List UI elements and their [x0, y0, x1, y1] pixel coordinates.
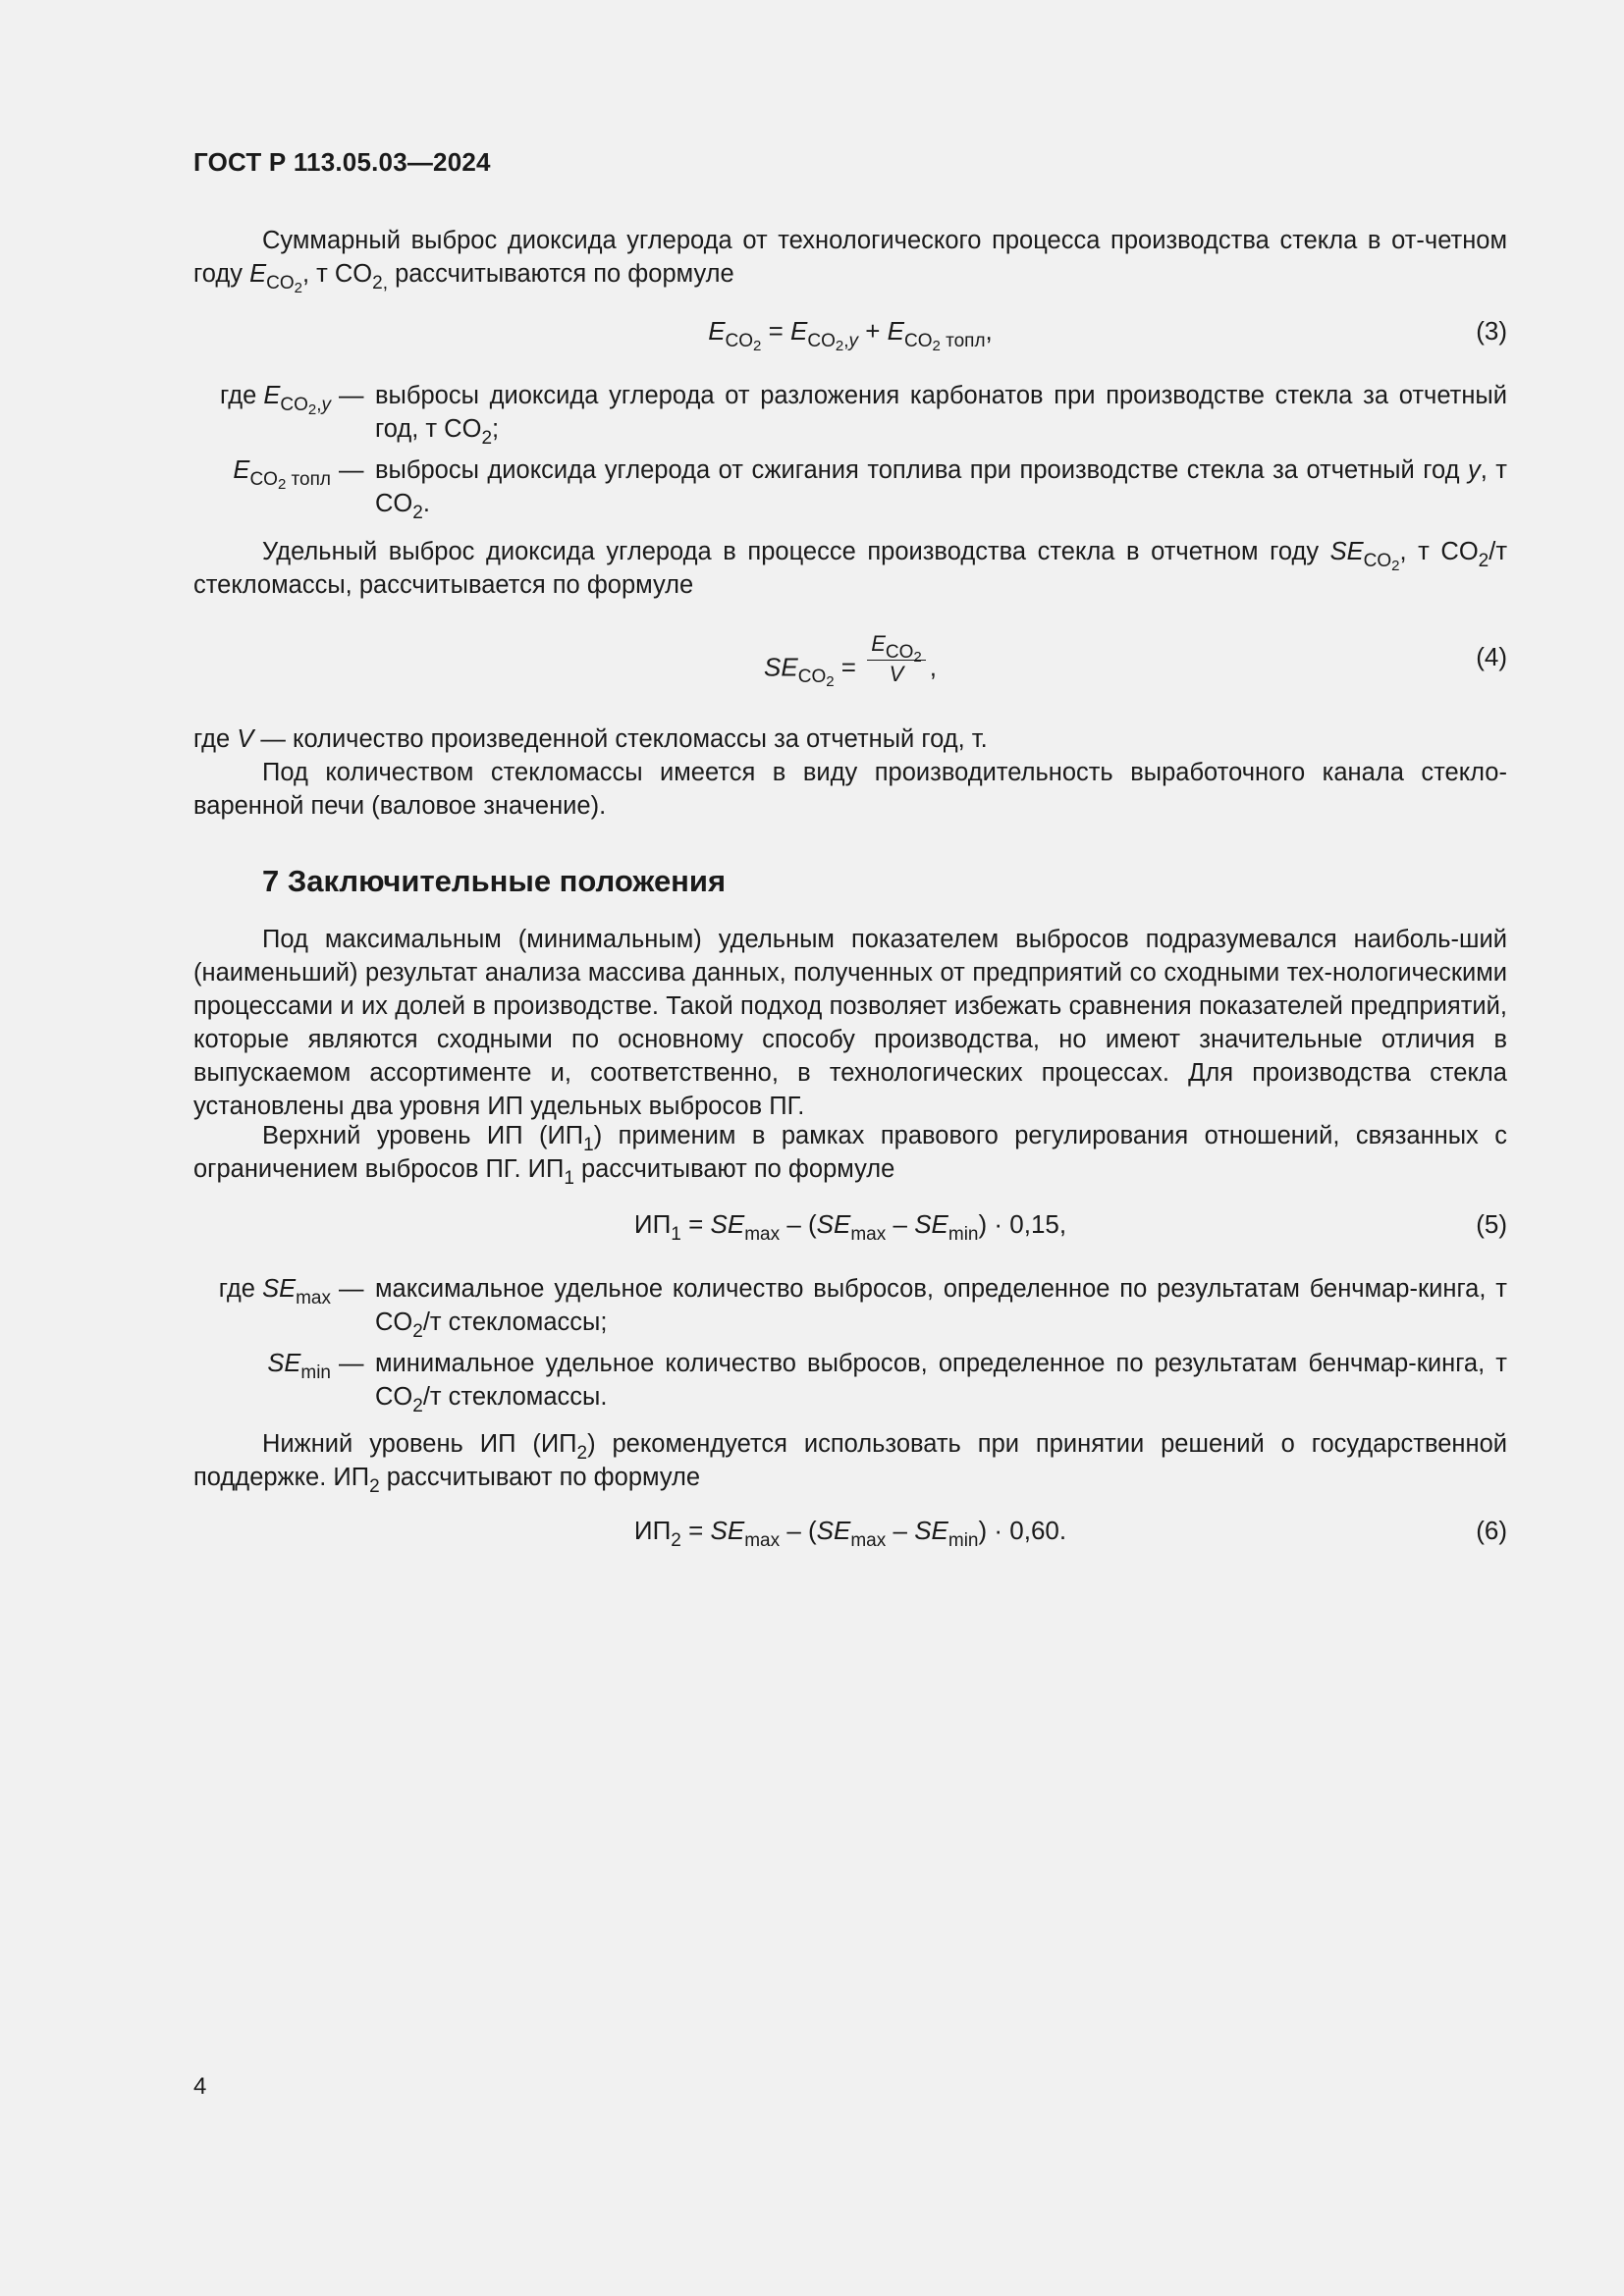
paragraph-specific-emission: Удельный выброс диоксида углерода в процессе производства стекла в отчетном году $SE_{CO_2}$, т $CO_2/т$ стекломассы, рассчитывается по формуле: [193, 538, 1507, 599]
paragraph-lower-level: Нижний уровень ИП $(ИП_2)$ рекомендуется использовать при принятии решений о государственной поддержке. $ИП_2$ рассчитывают по формуле: [193, 1430, 1508, 1497]
where-text: выбросы диоксида углерода от сжигания топлива при производстве стекла за отчетный год y, т $CO_2$.: [375, 456, 1507, 523]
where-label: $SE_{min}$: [267, 1350, 331, 1383]
p1-text-b: , т $CO_{2,}$ рассчитываются по формуле: [301, 260, 734, 294]
formula-5: $ИП_1 = SE_{max} - (SE_{max} - SE_{min}) \cdot 0,15$, (5): [633, 1209, 1507, 1245]
paragraph-upper-level: Верхний уровень ИП $(ИП_1)$ применим в рамках правового регулирования отношений, связанных с ограничением выбросов ПГ. $ИП_1$ рассчитывают по формуле: [193, 1122, 1507, 1189]
where-label: $E_{CO_2 топл}$: [233, 456, 331, 493]
formula-4-number: (4): [1476, 642, 1507, 671]
where-list-1: [193, 379, 1507, 528]
where-item: $SE_{min}$ — минимальное удельное количество выбросов, определенное по результатам бенчмар-кинга, т $CO_2/т$ стекломассы.: [193, 1347, 1507, 1414]
where-label: где $E_{CO_2,y}$: [220, 382, 331, 418]
p1-symbol: E: [249, 260, 267, 288]
where-item: где $SE_{max}$ — максимальное удельное количество выбросов, определенное по результатам бенчмар-кинга, т $CO_2/т$ стекломассы;: [193, 1272, 1507, 1339]
formula-4: $SE_{CO_2}$ = $\frac{E_{CO_2}}{V}$ , (4): [764, 631, 1507, 691]
where-item: $E_{CO_2 топл}$ — выбросы диоксида углерода от сжигания топлива при производстве стекла за отчетный год y, т $CO_2$.: [193, 454, 1507, 520]
formula-6-number: (6): [1476, 1516, 1507, 1545]
where-item: где $E_{CO_2,y}$ — выбросы диоксида углерода от разложения карбонатов при производстве стекла за отчетный год, т $CO_2$;: [193, 379, 1507, 446]
paragraph-total-emission: Суммарный выброс диоксида углерода от технологического процесса производства стекла в от-четном году $E_{CO_2}$, т $CO_{2,}$ рассчитываются по формуле: [193, 227, 1507, 296]
section-heading: 7 Заключительные положения: [262, 864, 727, 898]
paragraph-glass-quantity: Под количеством стекломассы имеется в виду производительность выработочного канала стекло-варенной печи (валовое значение).: [193, 759, 1507, 820]
where-list-2: [193, 1272, 1507, 1421]
formula-5-number: (5): [1476, 1209, 1507, 1239]
formula-3: $E_{CO_2} = E_{CO_2,y} + E_{CO_2 топл}$, (3): [708, 316, 1507, 354]
where-text: максимальное удельное количество выбросов, определенное по результатам бенчмар-кинга, т $CO_2/т$ стекломассы;: [375, 1275, 1507, 1342]
where-label: где $SE_{max}$: [218, 1275, 331, 1308]
where-text: минимальное удельное количество выбросов, определенное по результатам бенчмар-кинга, т $CO_2/т$ стекломассы.: [375, 1350, 1507, 1416]
where-text: выбросы диоксида углерода от разложения карбонатов при производстве стекла за отчетный год, т $CO_2$;: [375, 382, 1507, 449]
fraction: $\frac{E_{CO_2}}{V}$: [867, 630, 926, 688]
document-header: ГОСТ Р 113.05.03—2024: [193, 147, 491, 177]
p1-text-a: Суммарный выброс диоксида углерода от технологического процесса производства стекла в от-четном году: [193, 227, 1507, 288]
paragraph-benchmark: Под максимальным (минимальным) удельным показателем выбросов подразумевался наиболь-ший (наименьший) результат анализа массива данных, полученных от предприятий со сходными тех-нологическими процессами и их долей в производстве. Такой подход позволяет избежать сравнения показателей предприятий, которые являются сходными по основному способу производства, но имеют значительные отличия в выпускаемом ассортименте и, соответственно, в технологических процессах. Для производства стекла установлены два уровня ИП удельных выбросов ПГ.: [193, 926, 1507, 1120]
page-number: 4: [193, 2073, 207, 2100]
formula-3-number: (3): [1476, 316, 1507, 346]
formula-6: $ИП_2 = SE_{max} - (SE_{max} - SE_{min}) \cdot 0,60$. (6): [633, 1516, 1507, 1551]
paragraph-where-v: где V — количество произведенной стекломассы за отчетный год, т.: [193, 725, 988, 753]
